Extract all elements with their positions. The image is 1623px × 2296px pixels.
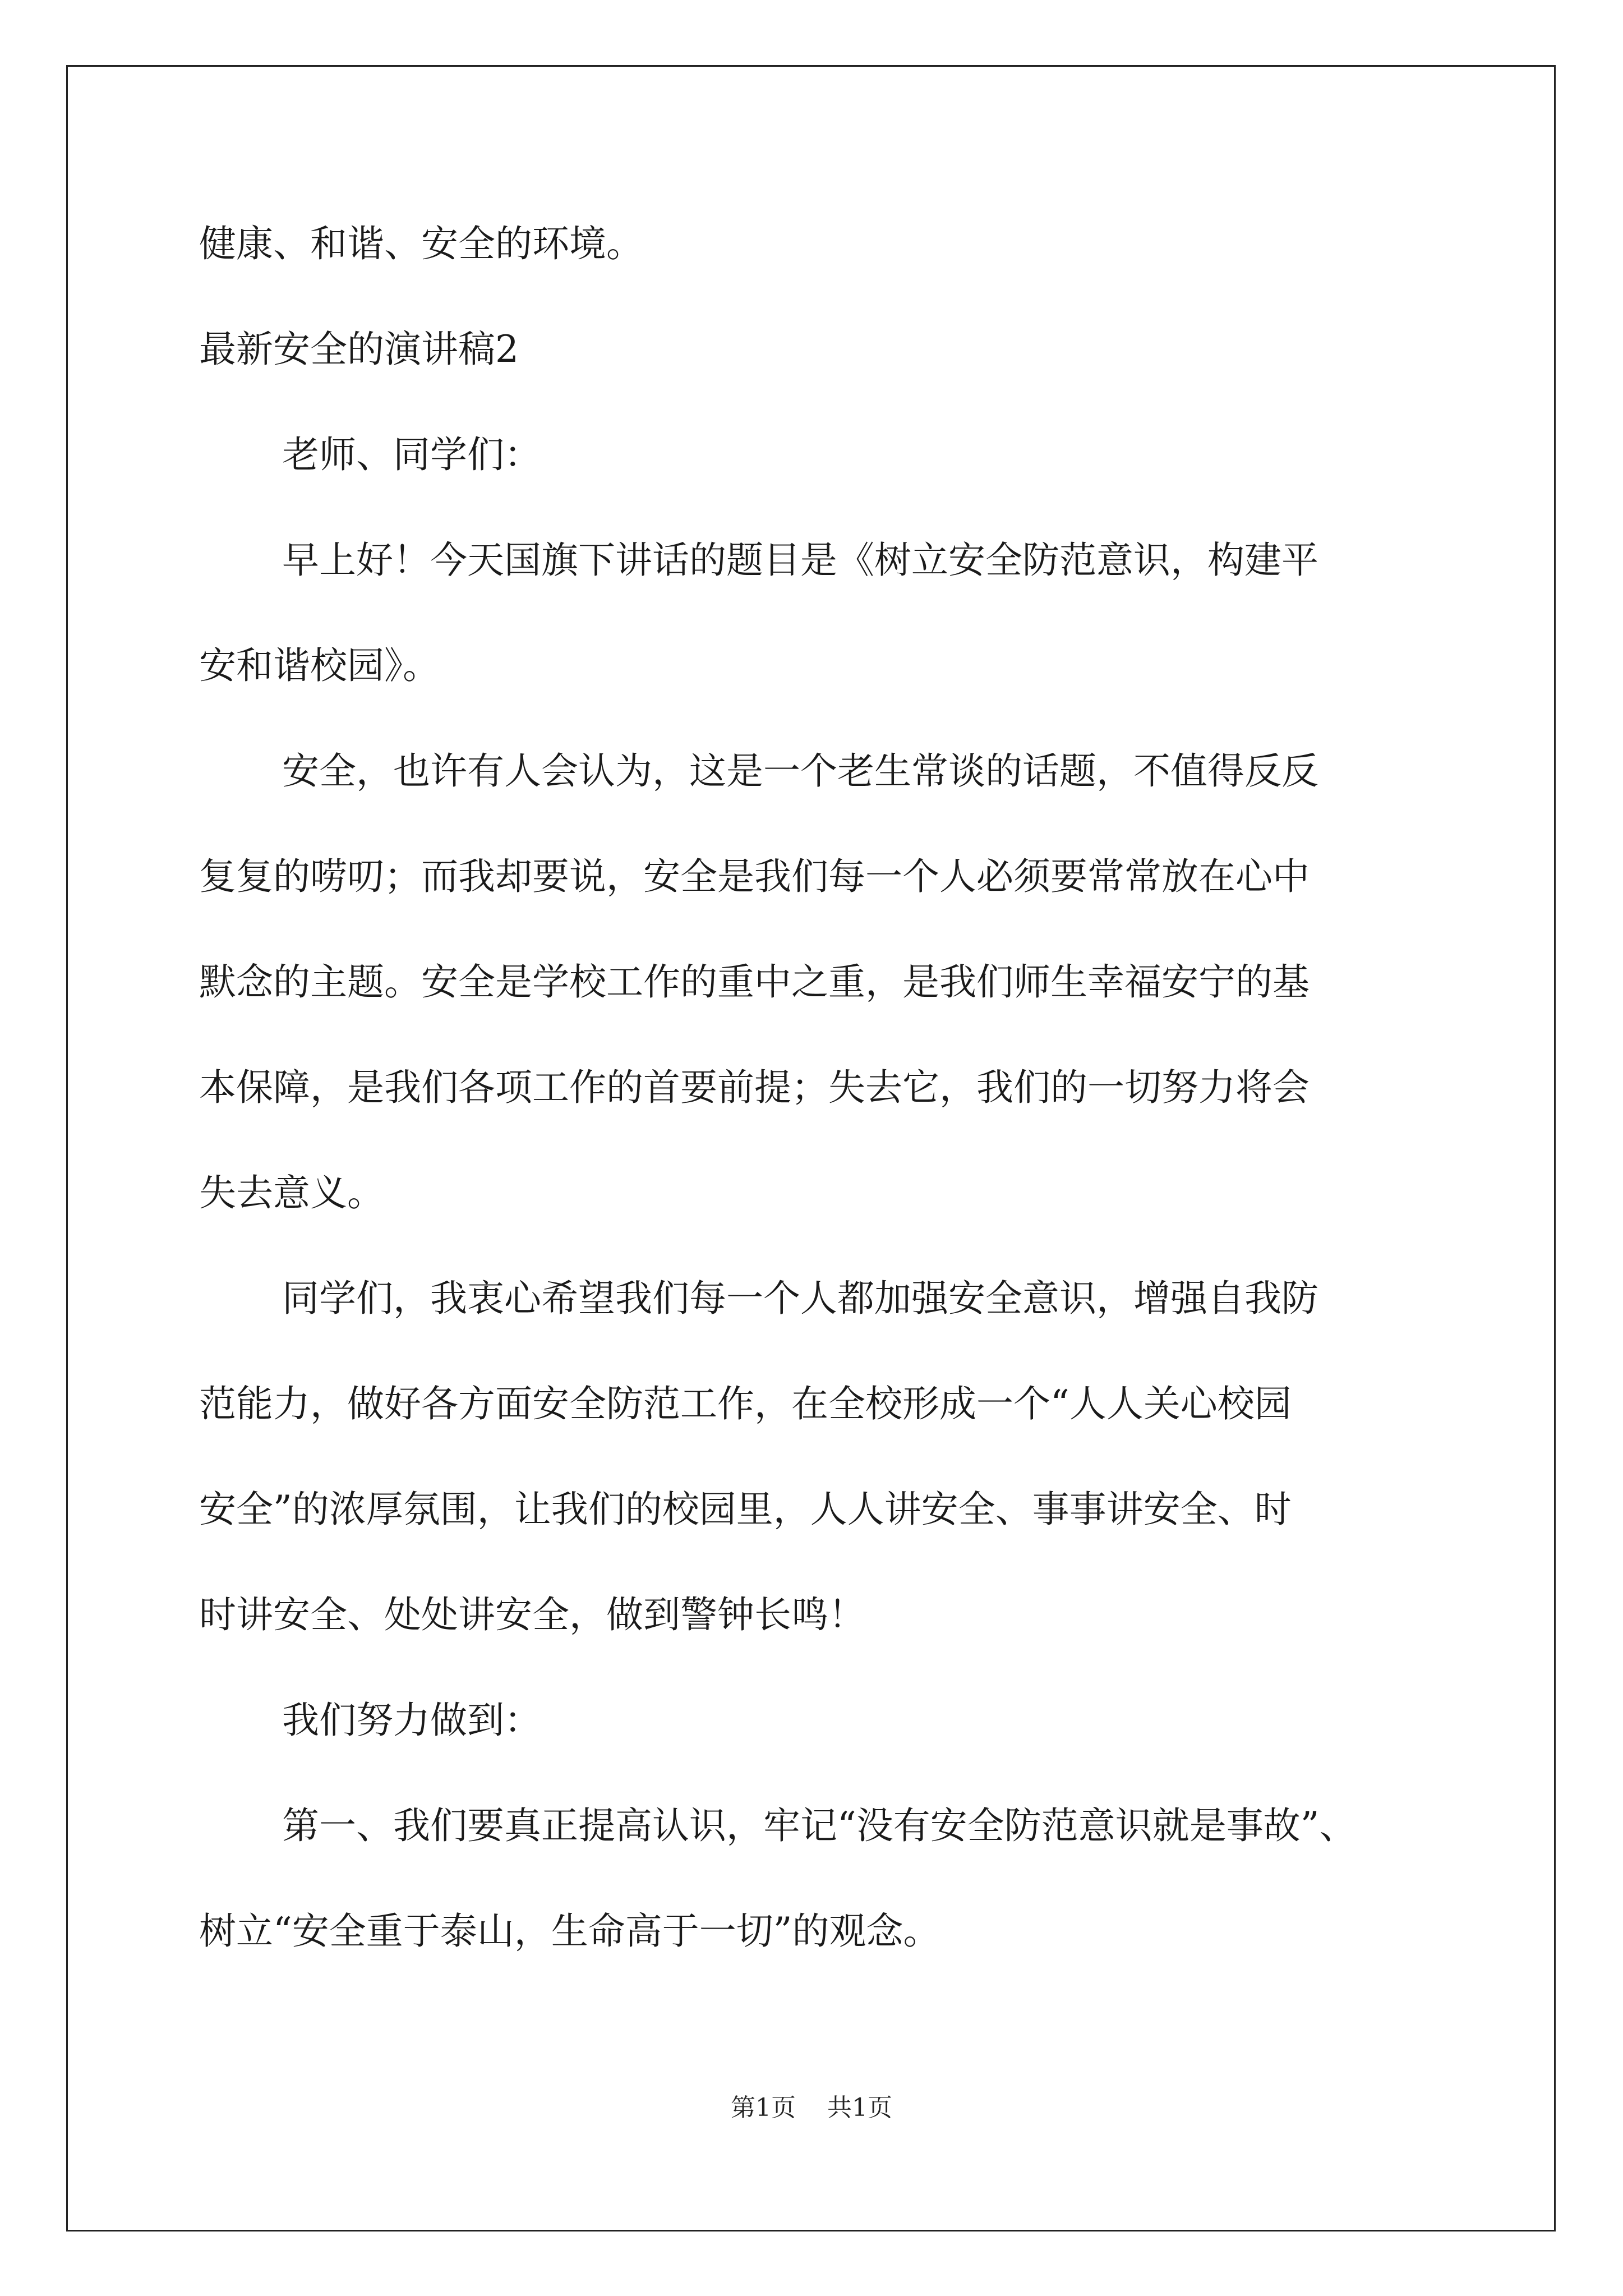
- text-line: 树立“安全重于泰山，生命高于一切”的观念。: [199, 1910, 940, 1953]
- text-line: 失去意义。: [199, 1171, 384, 1214]
- text-line: 复复的唠叨；而我却要说，安全是我们每一个人必须要常常放在心中: [199, 855, 1310, 898]
- text-line: 时讲安全、处处讲安全，做到警钟长鸣！: [199, 1593, 865, 1636]
- text-line: 本保障，是我们各项工作的首要前提；失去它，我们的一切努力将会: [199, 1066, 1310, 1109]
- text-line: 早上好！今天国旗下讲话的题目是《树立安全防范意识，构建平: [282, 539, 1318, 582]
- text-line: 默念的主题。安全是学校工作的重中之重，是我们师生幸福安宁的基: [199, 960, 1310, 1004]
- section-heading: 最新安全的演讲稿2: [199, 328, 519, 371]
- page-footer: [0, 2091, 1623, 2125]
- text-line: 安全，也许有人会认为，这是一个老生常谈的话题，不值得反反: [282, 749, 1318, 793]
- page-number: 第1页: [731, 2093, 796, 2122]
- text-line: 第一、我们要真正提高认识，牢记“没有安全防范意识就是事故”、: [282, 1804, 1357, 1847]
- text-line: 安和谐校园》。: [199, 644, 440, 687]
- salutation: 老师、同学们：: [282, 433, 541, 476]
- text-line: 我们努力做到：: [282, 1699, 541, 1742]
- page-total: 共1页: [827, 2093, 892, 2122]
- text-line: 范能力，做好各方面安全防范工作，在全校形成一个“人人关心校园: [199, 1382, 1292, 1425]
- text-line: 同学们，我衷心希望我们每一个人都加强安全意识，增强自我防: [282, 1277, 1318, 1320]
- text-line: 安全”的浓厚氛围，让我们的校园里，人人讲安全、事事讲安全、时: [199, 1488, 1292, 1531]
- text-line: 健康、和谐、安全的环境。: [199, 222, 643, 265]
